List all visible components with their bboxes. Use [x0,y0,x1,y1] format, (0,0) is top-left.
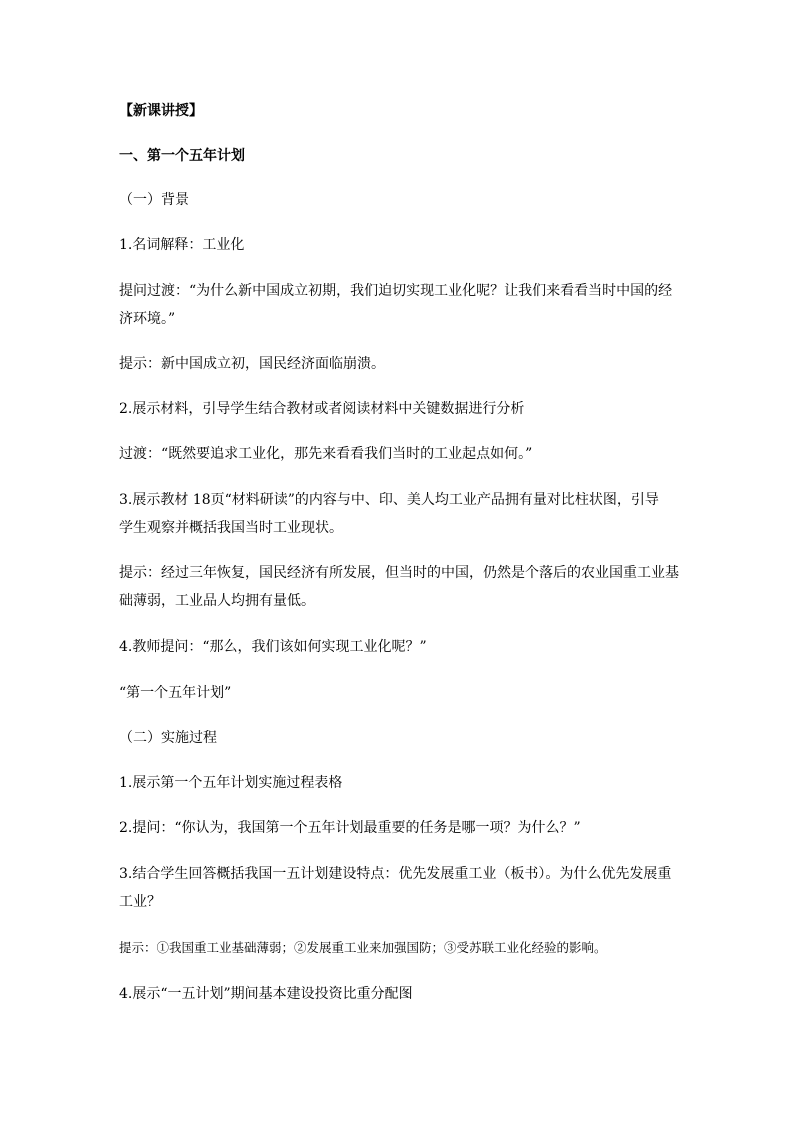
sub-heading-background: （一）背景 [119,192,189,208]
paragraph-summary-heavy-industry-line1: 3.结合学生回答概括我国一五计划建设特点：优先发展重工业（板书）。为什么优先发展重 [119,866,672,882]
paragraph-textbook-chart-line1: 3.展示教材 18页“材料研读”的内容与中、印、美人均工业产品拥有量对比柱状图，引导 [119,492,659,508]
paragraph-show-material: 2.展示材料，引导学生结合教材或者阅读材料中关键数据进行分析 [119,401,525,417]
paragraph-summary-heavy-industry-line2: 工业？ [119,894,161,910]
sub-heading-implementation: （二）实施过程 [119,730,217,746]
paragraph-show-table: 1.展示第一个五年计划实施过程表格 [119,775,343,791]
heading-first-five-year-plan: 一、第一个五年计划 [119,148,245,164]
paragraph-ask-priority: 2.提问：“你认为，我国第一个五年计划最重要的任务是哪一项？为什么？” [119,820,581,836]
paragraph-hint-recovery-line1: 提示：经过三年恢复，国民经济有所发展，但当时的中国，仍然是个落后的农业国重工业基 [119,565,679,581]
paragraph-teacher-question: 4.教师提问：“那么，我们该如何实现工业化呢？” [119,639,427,655]
paragraph-transition-industry: 过渡：“既然要追求工业化，那先来看看我们当时的工业起点如何。” [119,446,533,462]
paragraph-hint-economy: 提示：新中国成立初，国民经济面临崩溃。 [119,356,385,372]
section-title: 【新课讲授】 [119,103,203,119]
paragraph-show-investment-chart: 4.展示“一五计划”期间基本建设投资比重分配图 [119,986,413,1002]
paragraph-question-transition-line1: 提问过渡：“为什么新中国成立初期，我们迫切实现工业化呢？让我们来看看当时中国的经 [119,283,673,299]
paragraph-hint-reasons: 提示：①我国重工业基础薄弱；②发展重工业来加强国防；③受苏联工业化经验的影响。 [119,940,607,955]
paragraph-textbook-chart-line2: 学生观察并概括我国当时工业现状。 [119,520,343,536]
paragraph-question-transition-line2: 济环境。” [119,311,176,327]
paragraph-first-plan-quote: “第一个五年计划” [119,685,232,701]
paragraph-hint-recovery-line2: 础薄弱，工业品人均拥有量低。 [119,593,315,609]
paragraph-term-definition: 1.名词解释：工业化 [119,237,245,253]
